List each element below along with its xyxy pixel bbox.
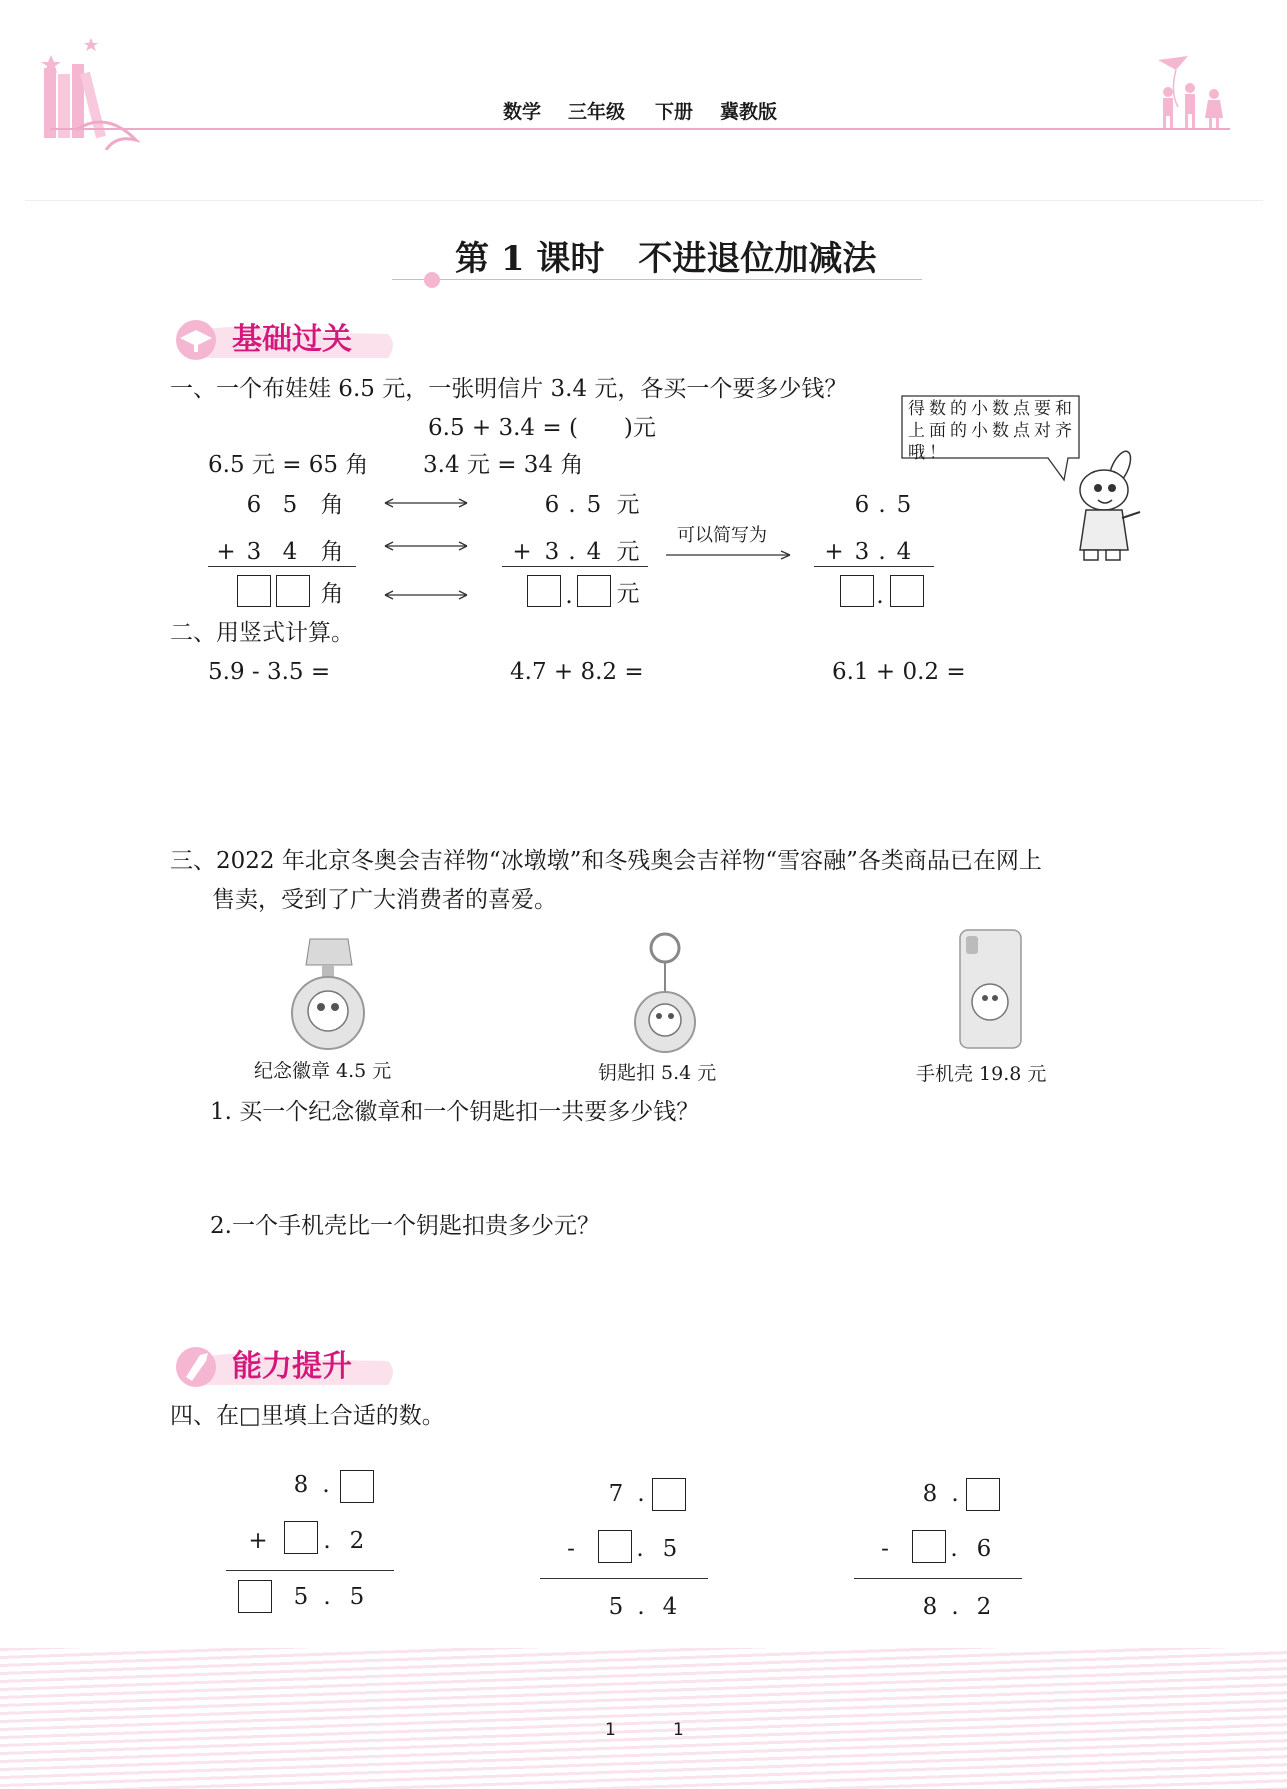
q1-c1-mid-unit: 角 [320,539,344,565]
q4-p1-rule [226,1570,394,1571]
keychain-image [630,930,700,1055]
badge-medal-image [288,935,368,1050]
title-underline [392,279,922,280]
q1-c1-top-unit: 角 [320,492,344,518]
q1-c2-top-unit: 元 [616,492,640,518]
q3-prompt-line1: 三、2022 年北京冬奥会吉祥物“冰墩墩”和冬残奥会吉祥物“雪容融”各类商品已在网上 [170,848,1042,874]
q4-p2-op: - [567,1536,575,1562]
q1-c3-answer-box-2[interactable] [890,575,924,607]
header-term: 下册 [655,101,694,123]
q4-p3-top-dot: . [951,1481,959,1507]
q1-c3-mid-d2: 4 [896,539,912,565]
q1-c3-top-d2: 5 [896,492,912,518]
q1-c2-answer-unit: 元 [616,581,640,607]
q1-c2-top-d2: 5 [586,492,602,518]
q1-c3-top-dot: . [878,492,886,518]
footer-decoration [0,1648,1287,1789]
phone-case-image [958,928,1023,1050]
q1-c3-mid-d1: 3 [854,539,870,565]
q4-p1-top-dot: . [322,1472,330,1498]
q4-p1-op: + [248,1528,268,1554]
q4-p2-result-d2: 4 [662,1594,678,1620]
q1-c2-mid-dot: . [568,539,576,565]
q4-p3-rule [854,1578,1022,1579]
q1-c2-top-dot: . [568,492,576,518]
q1-c1-top-d1: 6 [246,492,262,518]
lesson-title: 第 1 课时 不进退位加减法 [455,239,877,279]
q4-p3-result-d1: 8 [922,1594,938,1620]
q1-c1-top-d2: 5 [282,492,298,518]
section-title-basic: 基础过关 [232,322,352,357]
q1-c2-rule [502,566,648,567]
q1-c1-mid-d1: 3 [246,539,262,565]
q4-p1-top-box[interactable] [340,1470,374,1503]
q3-sub2: 2.一个手机壳比一个钥匙扣贵多少元？ [210,1213,600,1239]
section-title-advanced: 能力提升 [232,1349,352,1384]
header-edition: 冀教版 [720,101,778,123]
q2-item-1: 5.9 - 3.5 = [208,659,331,685]
rabbit-mascot-icon [1070,450,1154,574]
header-separator [25,200,1263,201]
q4-p2-mid-dot: . [636,1536,644,1562]
q1-c1-answer-box-1[interactable] [237,575,271,607]
q1-c2-plus: + [512,539,532,565]
q1-prompt: 一、一个布娃娃 6.5 元，一张明信片 3.4 元，各买一个要多少钱？ [170,376,848,402]
header-grade: 三年级 [568,101,626,123]
q4-p3-mid-dot: . [950,1536,958,1562]
q1-c2-mid-d2: 4 [586,539,602,565]
q1-c1-plus: + [216,539,236,565]
q4-p3-mid-digit: 6 [976,1536,992,1562]
header-rule [50,128,1230,130]
q2-item-2: 4.7 + 8.2 = [510,659,644,685]
q4-p3-top-digit: 8 [922,1481,938,1507]
q1-c3-plus: + [824,539,844,565]
q3-product-phonecase: 手机壳 19.8 元 [916,1063,1047,1085]
q1-c2-mid-d1: 3 [544,539,560,565]
hint-speech-bubble [898,392,1083,484]
q1-c3-answer-dot: . [876,583,884,609]
q1-c1-mid-d2: 4 [282,539,298,565]
hint-text: 得数的小数点要和上面的小数点对齐哦！ [908,399,1076,463]
q1-c1-answer-box-2[interactable] [276,575,310,607]
header-subject: 数学 [503,101,542,123]
q1-conversion-a: 6.5 元 = 65 角 [208,452,369,478]
q1-c2-answer-box-2[interactable] [577,575,611,607]
q4-p2-rule [540,1578,708,1579]
q4-p1-mid-digit: 2 [349,1528,365,1554]
q4-p3-result-d2: 2 [976,1594,992,1620]
q4-p2-top-digit: 7 [608,1481,624,1507]
q1-c3-rule [814,566,934,567]
page-number-right: 1 [673,1720,684,1740]
q4-p2-top-dot: . [637,1481,645,1507]
q1-c1-answer-unit: 角 [320,581,344,607]
right-arrow-icon [664,547,794,561]
q3-prompt-line2: 售卖，受到了广大消费者的喜爱。 [212,887,557,913]
q1-equation: 6.5 + 3.4 = ( )元 [428,415,656,441]
header-children-kite-icon [1148,52,1230,130]
q4-prompt: 四、在□里填上合适的数。 [170,1403,445,1429]
q1-c1-rule [208,566,356,567]
q4-p3-op: - [881,1536,889,1562]
double-arrow-icon [381,538,471,554]
q4-p1-result-dot: . [323,1584,331,1610]
q4-p2-mid-digit: 5 [662,1536,678,1562]
q4-p1-result-box[interactable] [238,1580,272,1613]
q4-p2-top-box[interactable] [652,1478,686,1511]
q1-c2-mid-unit: 元 [616,539,640,565]
double-arrow-icon [381,587,471,603]
q3-sub1: 1. 买一个纪念徽章和一个钥匙扣一共要多少钱？ [210,1099,700,1125]
q4-p1-result-d2: 5 [349,1584,365,1610]
q1-c3-mid-dot: . [878,539,886,565]
q1-c2-top-d1: 6 [544,492,560,518]
title-bullet-icon [424,272,440,288]
q4-p1-mid-dot: . [323,1528,331,1554]
header-books-logo [36,30,156,150]
q2-prompt: 二、用竖式计算。 [170,620,354,646]
q1-c2-answer-dot: . [565,583,573,609]
q3-product-keychain: 钥匙扣 5.4 元 [598,1062,717,1084]
q4-p1-result-d1: 5 [293,1584,309,1610]
q3-product-badge: 纪念徽章 4.5 元 [254,1060,392,1082]
q2-item-3: 6.1 + 0.2 = [832,659,966,685]
q4-p1-top-digit: 8 [293,1472,309,1498]
q1-c3-top-d1: 6 [854,492,870,518]
q1-conversion-b: 3.4 元 = 34 角 [423,452,584,478]
q4-p2-result-d1: 5 [608,1594,624,1620]
page-number-left: 1 [605,1720,616,1740]
q4-p3-top-box[interactable] [966,1478,1000,1511]
q4-p3-result-dot: . [951,1594,959,1620]
q1-arrow-label: 可以简写为 [677,525,767,546]
q4-p2-result-dot: . [637,1594,645,1620]
double-arrow-icon [381,495,471,511]
